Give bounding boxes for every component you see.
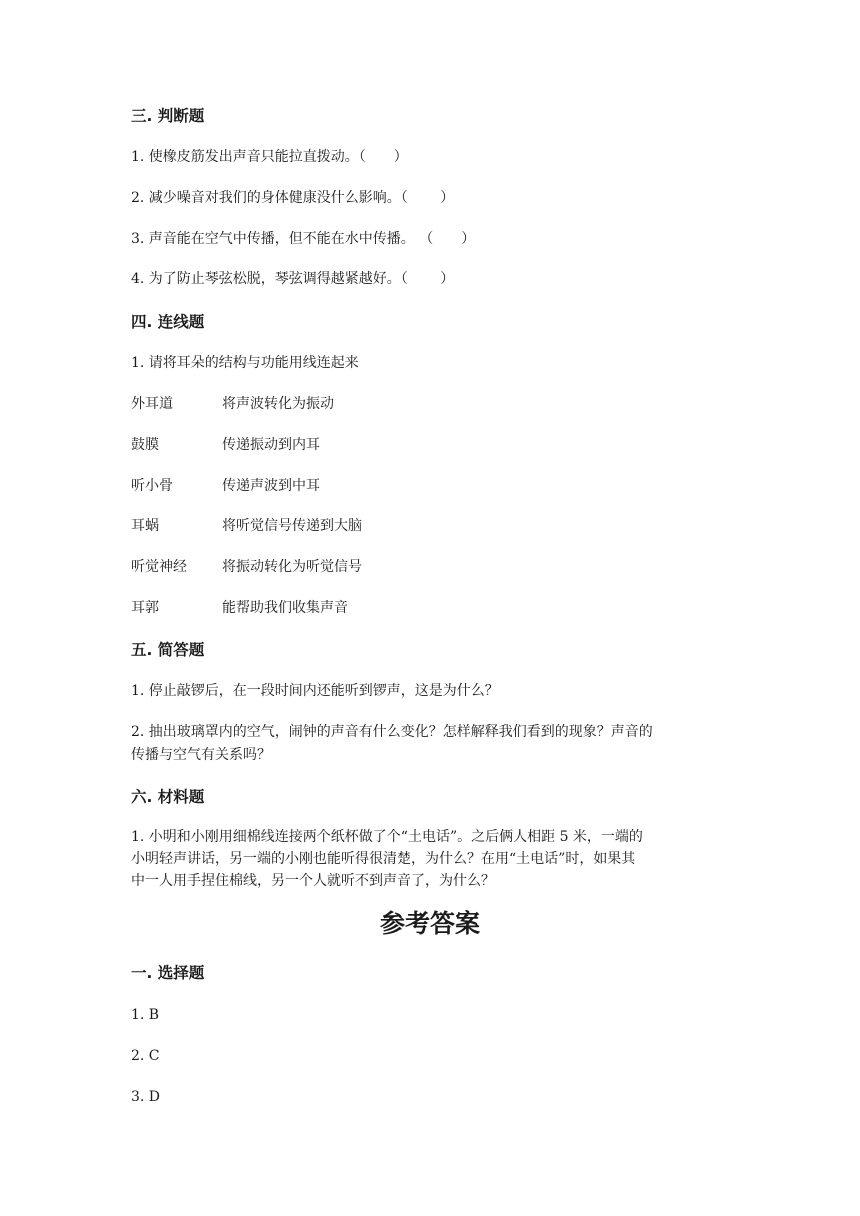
match-row xyxy=(131,516,362,536)
judge-item: 3. 声音能在空气中传播，但不能在水中传播。 （ ） xyxy=(131,231,476,247)
section-heading-answers: 一. 选择题 xyxy=(131,964,205,982)
material-line-2: 小明轻声讲话，另一端的小刚也能听得很清楚，为什么？在用“土电话”时，如果其 xyxy=(131,851,636,867)
match-row xyxy=(131,598,348,618)
match-right: 将听觉信号传递到大脑 xyxy=(222,518,362,534)
match-right: 能帮助我们收集声音 xyxy=(222,600,348,616)
answer-item: 1. B xyxy=(131,1007,160,1023)
match-left: 外耳道 xyxy=(131,396,173,412)
short-question-2-line-2: 传播与空气有关系吗？ xyxy=(131,747,271,763)
match-left: 听小骨 xyxy=(131,478,173,494)
answer-item: 3. D xyxy=(131,1089,161,1105)
material-line-1: 1. 小明和小刚用细棉线连接两个纸杯做了个“土电话”。之后俩人相距 5 米，一端的 xyxy=(131,829,643,845)
match-prompt: 1. 请将耳朵的结构与功能用线连起来 xyxy=(131,355,359,371)
match-left: 听觉神经 xyxy=(131,559,187,575)
match-right: 将振动转化为听觉信号 xyxy=(222,559,362,575)
match-row xyxy=(131,435,320,455)
section-heading-match: 四. 连线题 xyxy=(131,313,205,331)
match-row xyxy=(131,557,362,577)
section-heading-short: 五. 简答题 xyxy=(131,641,205,659)
judge-item: 1. 使橡皮筋发出声音只能拉直拨动。（ ） xyxy=(131,149,408,165)
section-heading-judge: 三. 判断题 xyxy=(131,107,205,125)
match-left: 耳郭 xyxy=(131,600,159,616)
answer-item: 2. C xyxy=(131,1048,160,1064)
match-left: 耳蜗 xyxy=(131,518,159,534)
match-row xyxy=(131,394,334,414)
match-left: 鼓膜 xyxy=(131,437,159,453)
short-question-1: 1. 停止敲锣后，在一段时间内还能听到锣声，这是为什么？ xyxy=(131,683,499,699)
answers-title: 参考答案 xyxy=(379,909,480,938)
short-question-2-line-1: 2. 抽出玻璃罩内的空气，闹钟的声音有什么变化？怎样解释我们看到的现象？声音的 xyxy=(131,724,653,740)
match-row xyxy=(131,476,320,496)
judge-item: 4. 为了防止琴弦松脱，琴弦调得越紧越好。（ ） xyxy=(131,271,455,287)
judge-item: 2. 减少噪音对我们的身体健康没什么影响。（ ） xyxy=(131,190,455,206)
match-right: 传递声波到中耳 xyxy=(222,478,320,494)
material-line-3: 中一人用手捏住棉线，另一个人就听不到声音了，为什么？ xyxy=(131,873,495,889)
section-heading-material: 六. 材料题 xyxy=(131,788,205,806)
match-right: 将声波转化为振动 xyxy=(222,396,334,412)
match-right: 传递振动到内耳 xyxy=(222,437,320,453)
